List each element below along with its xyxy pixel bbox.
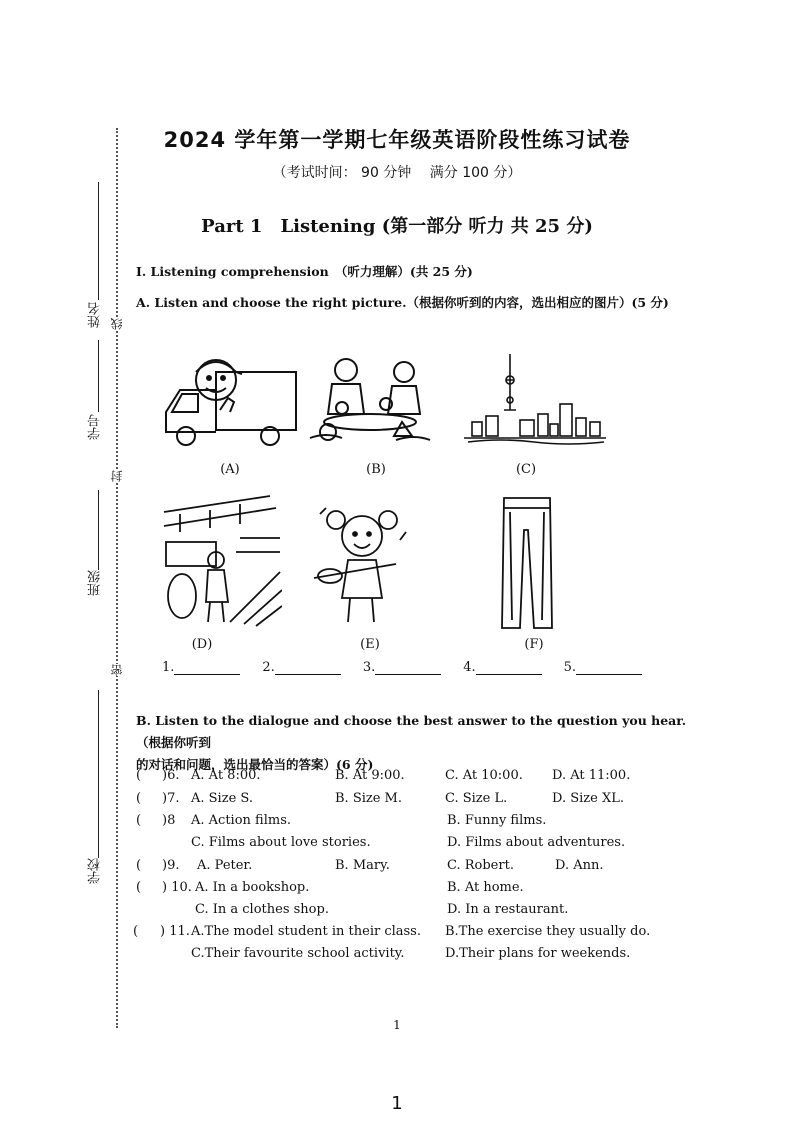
question-6-option-d: D. At 11:00. bbox=[552, 768, 631, 783]
question-6-number: )6. bbox=[162, 768, 180, 783]
question-8-option-c: C. Films about love stories. bbox=[191, 835, 371, 850]
class-label: 班级 bbox=[88, 570, 103, 596]
city-skyline-icon bbox=[464, 350, 606, 446]
picture-f-label: (F) bbox=[524, 637, 544, 652]
family-picnic-icon bbox=[306, 352, 434, 444]
blank-3[interactable]: 3. bbox=[363, 660, 441, 675]
answer-paren-10[interactable]: ( bbox=[136, 880, 142, 895]
picture-b-label: (B) bbox=[366, 462, 386, 477]
question-8-option-b: B. Funny films. bbox=[447, 813, 547, 828]
picture-e-label: (E) bbox=[360, 637, 380, 652]
question-11-option-c: C.Their favourite school activity. bbox=[191, 946, 405, 961]
school-label: 学校 bbox=[88, 858, 103, 884]
question-10-option-b: B. At home. bbox=[447, 880, 524, 895]
girl-on-subway-icon bbox=[160, 492, 282, 628]
question-8-number: )8 bbox=[162, 813, 176, 828]
question-11-option-a: A.The model student in their class. bbox=[191, 924, 421, 939]
section-b-instruction: B. Listen to the dialogue and choose the best answer to the question you hear.（根据你听到 的对话和问题，选出最恰当的答案）(6 分) bbox=[136, 713, 687, 772]
answer-paren-11[interactable]: ( bbox=[133, 924, 139, 939]
page-number-large: 1 bbox=[391, 1093, 403, 1114]
exam-subtitle: （考试时间： 90 分钟 满分 100 分） bbox=[272, 165, 522, 181]
question-8-option-d: D. Films about adventures. bbox=[447, 835, 626, 850]
question-7-option-d: D. Size XL. bbox=[552, 791, 624, 806]
blank-4[interactable]: 4. bbox=[463, 660, 541, 675]
blank-5[interactable]: 5. bbox=[564, 660, 642, 675]
number-label: 学号 bbox=[88, 414, 103, 440]
section-1-heading: I. Listening comprehension （听力理解）(共 25 分) bbox=[136, 264, 473, 279]
picture-a-label: (A) bbox=[220, 462, 240, 477]
exam-title: 2024 学年第一学期七年级英语阶段性练习试卷 bbox=[163, 128, 631, 152]
trousers-icon bbox=[500, 494, 554, 632]
question-6-option-b: B. At 9:00. bbox=[335, 768, 405, 783]
delivery-truck-driver-icon bbox=[158, 350, 300, 450]
question-11-option-d: D.Their plans for weekends. bbox=[445, 946, 631, 961]
question-7-option-b: B. Size M. bbox=[335, 791, 402, 806]
number-underline bbox=[98, 340, 99, 412]
question-9-number: )9. bbox=[162, 858, 180, 873]
question-7-number: )7. bbox=[162, 791, 180, 806]
question-10-option-c: C. In a clothes shop. bbox=[195, 902, 329, 917]
blank-1[interactable]: 1. bbox=[162, 660, 240, 675]
answer-paren-7[interactable]: ( bbox=[136, 791, 142, 806]
answer-paren-9[interactable]: ( bbox=[136, 858, 142, 873]
question-8-option-a: A. Action films. bbox=[191, 813, 291, 828]
question-9-option-a: A. Peter. bbox=[197, 858, 253, 873]
bind-char-xian: 线 bbox=[110, 318, 124, 330]
question-9-option-b: B. Mary. bbox=[335, 858, 390, 873]
picture-c-label: (C) bbox=[515, 462, 537, 477]
question-6-option-c: C. At 10:00. bbox=[445, 768, 523, 783]
binding-dotted-line bbox=[116, 128, 118, 1028]
question-11-option-b: B.The exercise they usually do. bbox=[445, 924, 651, 939]
class-underline bbox=[98, 490, 99, 570]
name-label: 姓名 bbox=[88, 302, 103, 328]
picture-d-label: (D) bbox=[191, 637, 213, 652]
name-underline bbox=[98, 182, 99, 300]
question-10-option-a: A. In a bookshop. bbox=[195, 880, 310, 895]
school-underline bbox=[98, 690, 99, 858]
girl-playing-violin-icon bbox=[310, 500, 414, 630]
part-heading: Part 1 Listening (第一部分 听力 共 25 分) bbox=[201, 216, 593, 237]
question-10-option-d: D. In a restaurant. bbox=[447, 902, 569, 917]
question-6-option-a: A. At 8:00. bbox=[191, 768, 261, 783]
section-a-instruction: A. Listen and choose the right picture.（根据你听到的内容，选出相应的图片）(5 分) bbox=[136, 295, 669, 310]
blank-2[interactable]: 2. bbox=[262, 660, 340, 675]
bind-char-feng: 封 bbox=[110, 470, 124, 482]
answer-paren-6[interactable]: ( bbox=[136, 768, 142, 783]
answer-blanks bbox=[162, 660, 664, 675]
question-7-option-c: C. Size L. bbox=[445, 791, 508, 806]
question-10-number: ) 10. bbox=[162, 880, 192, 895]
question-7-option-a: A. Size S. bbox=[191, 791, 253, 806]
question-9-option-d: D. Ann. bbox=[555, 858, 604, 873]
bind-char-mi: 密 bbox=[110, 664, 124, 676]
page-number-small: 1 bbox=[393, 1018, 401, 1032]
question-9-option-c: C. Robert. bbox=[447, 858, 514, 873]
question-11-number: ) 11. bbox=[160, 924, 190, 939]
answer-paren-8[interactable]: ( bbox=[136, 813, 142, 828]
